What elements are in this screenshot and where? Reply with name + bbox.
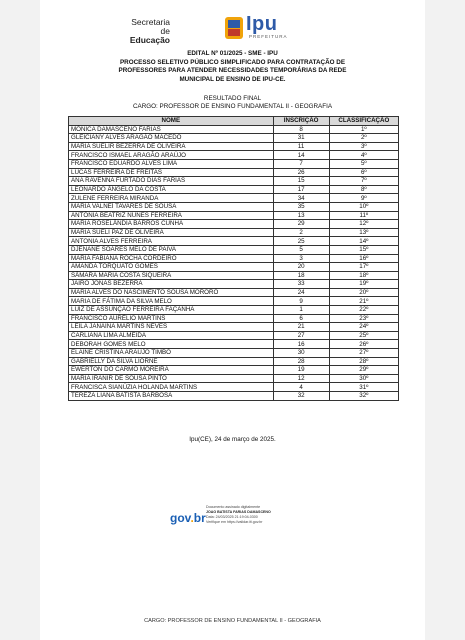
- table-row: [69, 340, 399, 349]
- table-row: [69, 263, 399, 272]
- cell-classificacao: 20º: [329, 288, 398, 297]
- table-row: [69, 280, 399, 289]
- cell-classificacao: 23º: [329, 314, 398, 323]
- cell-nome: ANTÔNIA BEATRIZ NUNES FERREIRA: [69, 211, 274, 220]
- prefeitura-label: PREFEITURA: [249, 34, 288, 39]
- cell-nome: GLEICIANY ALVES ARAGÃO MACEDO: [69, 134, 274, 143]
- cell-nome: FRANCISCO ISMAEL ARAGÃO ARAÚJO: [69, 151, 274, 160]
- table-row: [69, 151, 399, 160]
- cell-classificacao: 22º: [329, 306, 398, 315]
- table-row: [69, 349, 399, 358]
- cell-nome: MARIA IRANIR DE SOUSA PINTO: [69, 374, 274, 383]
- cell-classificacao: 6º: [329, 168, 398, 177]
- cell-classificacao: 5º: [329, 159, 398, 168]
- table-row: [69, 185, 399, 194]
- cell-inscricao: 12: [273, 374, 329, 383]
- cell-nome: ANA RAVENNA FURTADO DIAS FARIAS: [69, 177, 274, 186]
- cell-classificacao: 12º: [329, 220, 398, 229]
- cell-inscricao: 33: [273, 280, 329, 289]
- table-row: [69, 297, 399, 306]
- table-row: [69, 134, 399, 143]
- cell-nome: CARLIANA LIMA ALMEIDA: [69, 331, 274, 340]
- cell-inscricao: 27: [273, 331, 329, 340]
- table-row: [69, 288, 399, 297]
- cell-inscricao: 28: [273, 357, 329, 366]
- table-row: [69, 228, 399, 237]
- table-row: [69, 220, 399, 229]
- cell-inscricao: 5: [273, 245, 329, 254]
- cell-inscricao: 32: [273, 392, 329, 401]
- sig-signer: JOAO BATISTA FARIAS DAMASCENO: [206, 510, 271, 514]
- table-row: [69, 177, 399, 186]
- cell-classificacao: 31º: [329, 383, 398, 392]
- table-row: [69, 125, 399, 134]
- col-nome: NOME: [69, 117, 274, 126]
- cell-inscricao: 19: [273, 366, 329, 375]
- cell-inscricao: 15: [273, 177, 329, 186]
- table-row: [69, 357, 399, 366]
- cell-classificacao: 3º: [329, 142, 398, 151]
- cell-inscricao: 1: [273, 306, 329, 315]
- cell-classificacao: 28º: [329, 357, 398, 366]
- sig-verify: Verifique em https://validar.iti.gov.br: [206, 520, 263, 524]
- cell-nome: DEBORAH GOMES MELO: [69, 340, 274, 349]
- cell-inscricao: 34: [273, 194, 329, 203]
- cell-inscricao: 16: [273, 340, 329, 349]
- cell-nome: MARIA SUELIR BEZERRA DE OLIVEIRA: [69, 142, 274, 151]
- cell-inscricao: 26: [273, 168, 329, 177]
- cell-classificacao: 25º: [329, 331, 398, 340]
- cell-nome: MARIA ALVES DO NASCIMENTO SOUSA MORORÓ: [69, 288, 274, 297]
- col-classificacao: CLASSIFICAÇÃO: [329, 117, 398, 126]
- secretaria-logo-text: [122, 18, 170, 45]
- cell-classificacao: 4º: [329, 151, 398, 160]
- cell-nome: LEONARDO ÂNGELO DA COSTA: [69, 185, 274, 194]
- result-title: RESULTADO FINAL: [203, 95, 262, 102]
- cell-nome: GABRIELLY DA SILVA LIORNE: [69, 357, 274, 366]
- sec-line-2: Educação: [129, 35, 170, 45]
- ipu-logo-text: Ipu: [246, 13, 278, 35]
- cell-inscricao: 18: [273, 271, 329, 280]
- cell-inscricao: 6: [273, 314, 329, 323]
- table-row: [69, 245, 399, 254]
- table-row: [69, 374, 399, 383]
- cell-inscricao: 4: [273, 383, 329, 392]
- table-row: [69, 331, 399, 340]
- cell-nome: LUCAS FERREIRA DE FREITAS: [69, 168, 274, 177]
- ipu-emblem-icon: [224, 16, 244, 40]
- cell-classificacao: 19º: [329, 280, 398, 289]
- cell-nome: MARIA ROSELÂNDIA BARROS CUNHA: [69, 220, 274, 229]
- cell-inscricao: 9: [273, 297, 329, 306]
- place-date: Ipu(CE), 24 de março de 2025.: [189, 436, 276, 443]
- table-row: [69, 159, 399, 168]
- cell-classificacao: 24º: [329, 323, 398, 332]
- cell-nome: LUIZ DE ASSUNÇÃO FERREIRA FAÇANHA: [69, 306, 274, 315]
- cell-inscricao: 2: [273, 228, 329, 237]
- table-row: [69, 366, 399, 375]
- process-line-2: PROFESSORES PARA ATENDER NECESSIDADES TEMPORÁRIAS DA REDE: [118, 67, 347, 74]
- cell-nome: FRANCISCO EDUARDO ALVES LIMA: [69, 159, 274, 168]
- cell-inscricao: 3: [273, 254, 329, 263]
- table-header-row: [69, 117, 399, 126]
- table-row: [69, 306, 399, 315]
- cell-inscricao: 24: [273, 288, 329, 297]
- cell-inscricao: 25: [273, 237, 329, 246]
- cell-inscricao: 8: [273, 125, 329, 134]
- table-row: [69, 383, 399, 392]
- cell-classificacao: 11º: [329, 211, 398, 220]
- cell-nome: MARIA FABIANA ROCHA CORDEIRO: [69, 254, 274, 263]
- cell-nome: ANTONIA ALVES FERREIRA: [69, 237, 274, 246]
- cell-nome: MÔNICA DAMASCENO FARIAS: [69, 125, 274, 134]
- result-heading: [40, 95, 425, 111]
- cell-nome: SÂMARA MARIA COSTA SIQUEIRA: [69, 271, 274, 280]
- cell-inscricao: 29: [273, 220, 329, 229]
- cell-classificacao: 13º: [329, 228, 398, 237]
- cell-inscricao: 21: [273, 323, 329, 332]
- cell-classificacao: 29º: [329, 366, 398, 375]
- cell-classificacao: 16º: [329, 254, 398, 263]
- table-row: [69, 202, 399, 211]
- cell-classificacao: 18º: [329, 271, 398, 280]
- cell-nome: MARIA DE FÁTIMA DA SILVA MELO: [69, 297, 274, 306]
- cell-inscricao: 30: [273, 349, 329, 358]
- cell-nome: EWERTON DO CARMO MOREIRA: [69, 366, 274, 375]
- govbr-logo: gov.br: [170, 511, 206, 525]
- cell-inscricao: 20: [273, 263, 329, 272]
- cell-nome: MARIA VALNEÍ TAVARES DE SOUSA: [69, 202, 274, 211]
- cell-inscricao: 7: [273, 159, 329, 168]
- table-row: [69, 314, 399, 323]
- cell-classificacao: 10º: [329, 202, 398, 211]
- cell-classificacao: 9º: [329, 194, 398, 203]
- cell-classificacao: 26º: [329, 340, 398, 349]
- cell-nome: TEREZA LIANA BATISTA BARBOSA: [69, 392, 274, 401]
- cell-nome: FRANCISCA SIANÚZIA HOLANDA MARTINS: [69, 383, 274, 392]
- table-row: [69, 271, 399, 280]
- document-page: [40, 0, 425, 640]
- cell-nome: LEILA JANAINA MARTINS NEVES: [69, 323, 274, 332]
- header-logos: [122, 14, 292, 44]
- cell-classificacao: 27º: [329, 349, 398, 358]
- cell-nome: MARIA SUELI PAZ DE OLIVEIRA: [69, 228, 274, 237]
- cell-nome: ZULENE FERREIRA MIRANDA: [69, 194, 274, 203]
- cell-nome: AMANDA TORQUATO GOMES: [69, 263, 274, 272]
- table-row: [69, 211, 399, 220]
- table-row: [69, 254, 399, 263]
- table-row: [69, 168, 399, 177]
- cell-classificacao: 14º: [329, 237, 398, 246]
- cell-nome: ELAINE CRISTINA ARAÚJO TIMBÓ: [69, 349, 274, 358]
- cell-classificacao: 8º: [329, 185, 398, 194]
- result-cargo: CARGO: PROFESSOR DE ENSINO FUNDAMENTAL II - GEOGRAFIA: [132, 103, 333, 110]
- table-row: [69, 392, 399, 401]
- process-line-3: MUNICIPAL DE ENSINO DE IPU-CE.: [179, 75, 286, 83]
- classification-table: [68, 116, 399, 401]
- cell-classificacao: 30º: [329, 374, 398, 383]
- cell-classificacao: 21º: [329, 297, 398, 306]
- edital-title: EDITAL Nº 01/2025 - SME - IPU: [187, 50, 278, 57]
- cell-inscricao: 35: [273, 202, 329, 211]
- table-row: [69, 323, 399, 332]
- sig-date: Data: 24/03/2025 21:19:04-0300: [206, 515, 258, 519]
- table-row: [69, 142, 399, 151]
- sec-line-1: Secretaria de: [131, 17, 170, 36]
- cell-classificacao: 15º: [329, 245, 398, 254]
- table-row: [69, 194, 399, 203]
- cell-nome: DJENANE SOARES MELO DE PAIVA: [69, 245, 274, 254]
- cell-classificacao: 32º: [329, 392, 398, 401]
- process-line-1: PROCESSO SELETIVO PÚBLICO SIMPLIFICADO PARA CONTRATAÇÃO DE: [119, 58, 346, 66]
- cell-inscricao: 13: [273, 211, 329, 220]
- cell-inscricao: 11: [273, 142, 329, 151]
- sig-line-1: Documento assinado digitalmente: [206, 505, 261, 509]
- digital-signature: [170, 505, 350, 537]
- table-row: [69, 237, 399, 246]
- cell-nome: FRANCISCO AURÉLIO MARTINS: [69, 314, 274, 323]
- col-inscricao: INSCRIÇÃO: [273, 117, 329, 126]
- cell-classificacao: 7º: [329, 177, 398, 186]
- page-footer: CARGO: PROFESSOR DE ENSINO FUNDAMENTAL II - GEOGRAFIA: [144, 618, 321, 624]
- cell-inscricao: 14: [273, 151, 329, 160]
- cell-nome: JAIRO JONAS BEZERRA: [69, 280, 274, 289]
- cell-classificacao: 2º: [329, 134, 398, 143]
- cell-inscricao: 31: [273, 134, 329, 143]
- signature-details: [206, 505, 271, 525]
- cell-inscricao: 17: [273, 185, 329, 194]
- cell-classificacao: 1º: [329, 125, 398, 134]
- cell-classificacao: 17º: [329, 263, 398, 272]
